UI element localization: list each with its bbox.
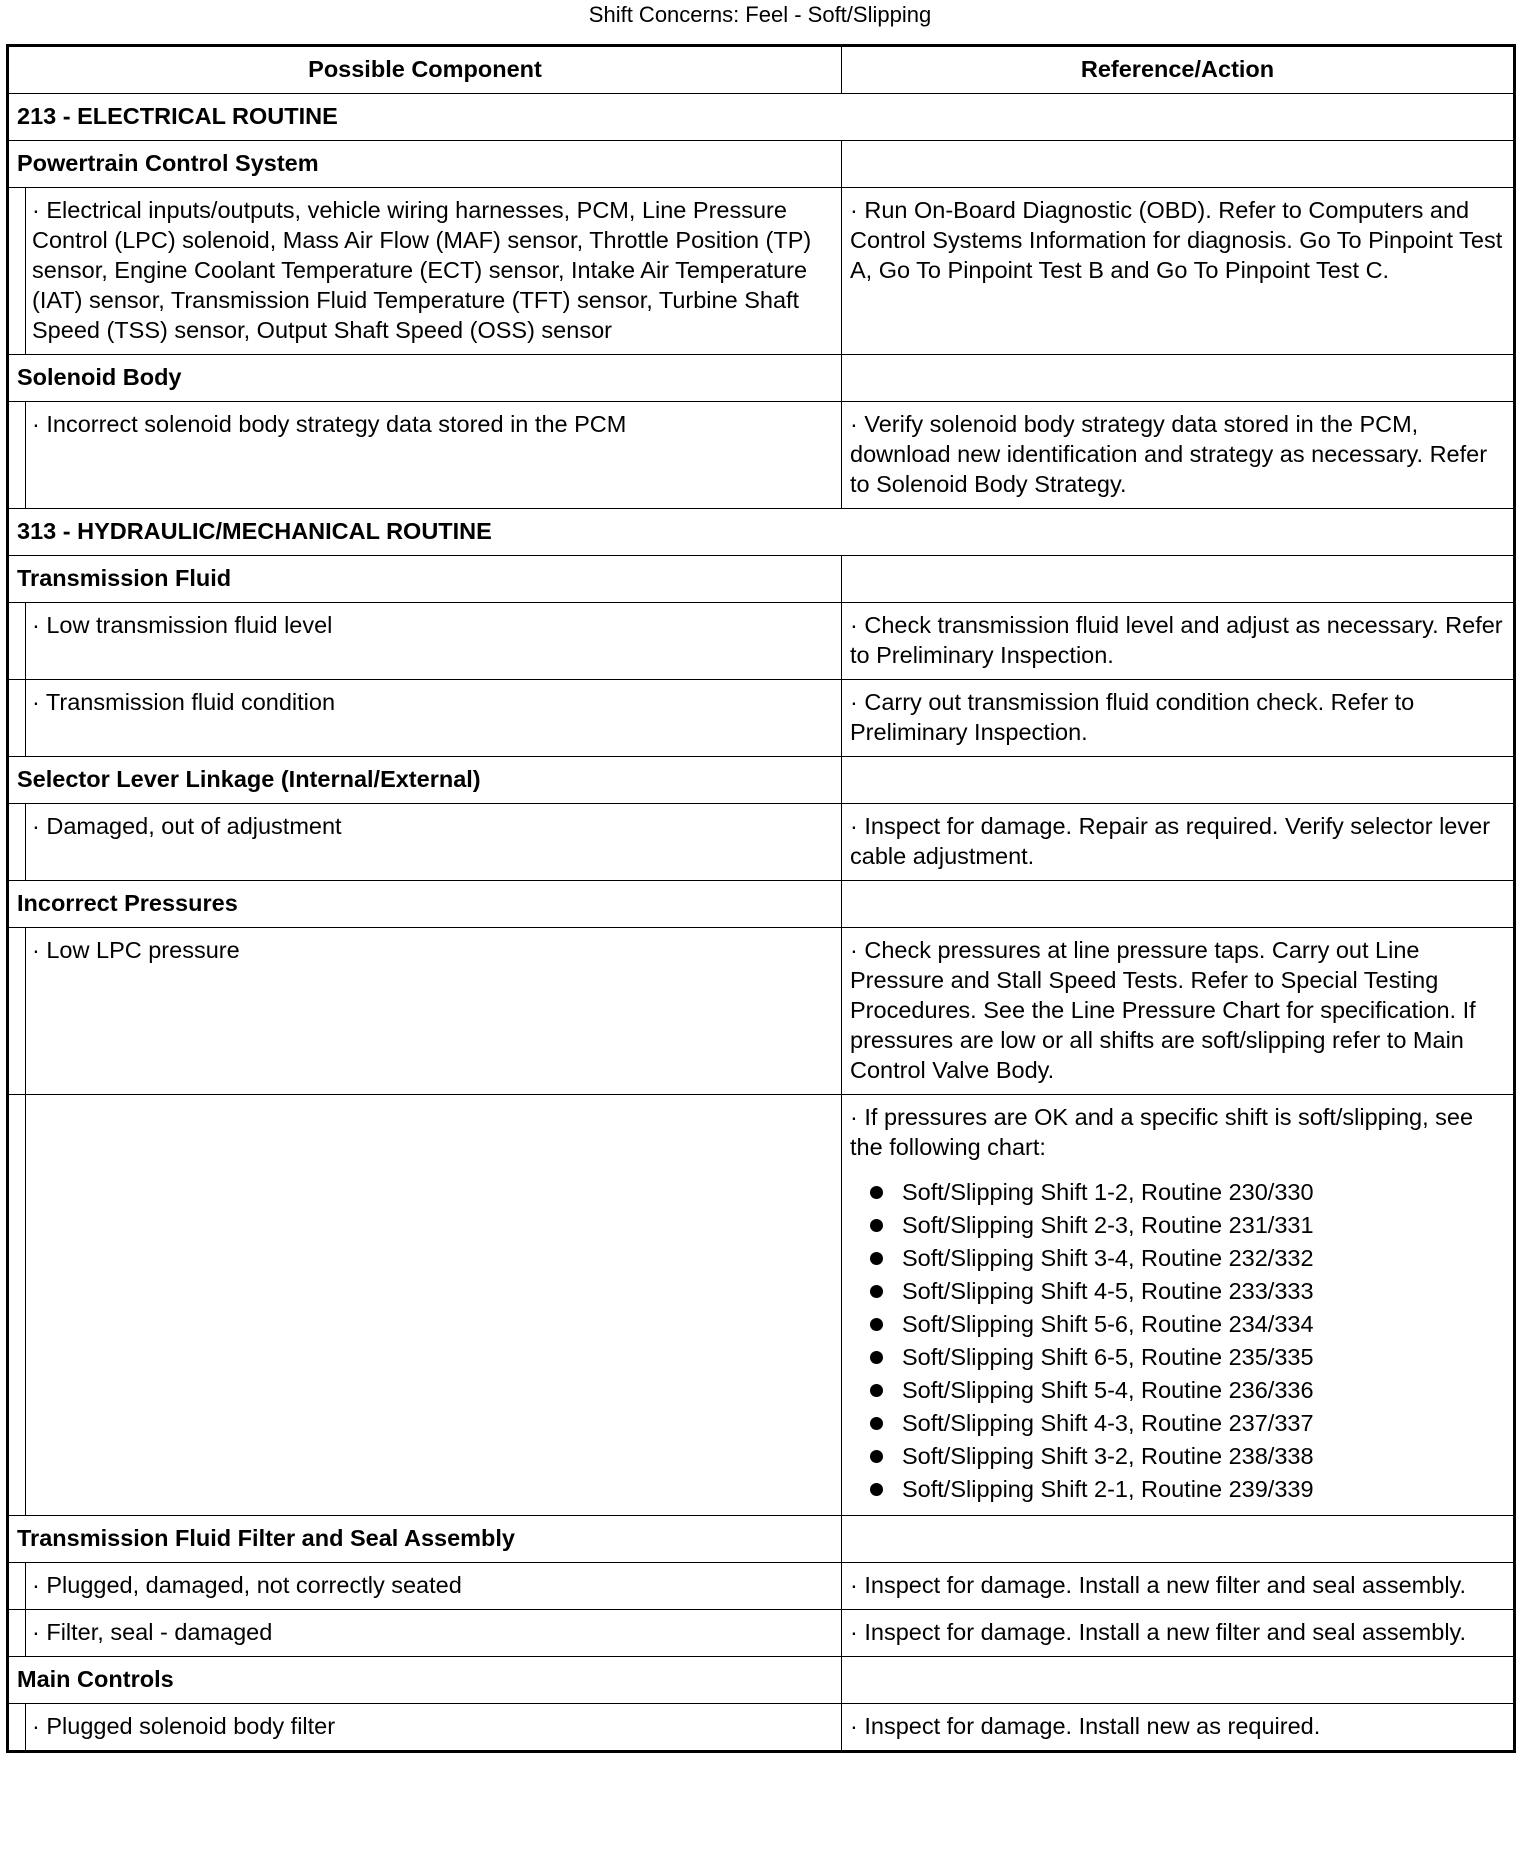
indent-cell — [8, 804, 26, 881]
indent-cell — [8, 1704, 26, 1752]
action-text: · Verify solenoid body strategy data stored in the PCM, download new identification and strategy as necessary. Refer to Solenoid Body Strategy. — [850, 411, 1488, 497]
action-cell — [842, 1563, 1515, 1610]
action-cell — [842, 680, 1515, 757]
routine-title: 313 - HYDRAULIC/MECHANICAL ROUTINE — [8, 509, 1515, 556]
group-row — [8, 141, 1515, 188]
routine-row — [8, 509, 1515, 556]
action-cell — [842, 804, 1515, 881]
action-text: · Carry out transmission fluid condition check. Refer to Preliminary Inspection. — [850, 689, 1415, 745]
group-row — [8, 355, 1515, 402]
list-item: Soft/Slipping Shift 1-2, Routine 230/330 — [870, 1176, 1505, 1209]
group-title: Incorrect Pressures — [8, 881, 842, 928]
component-cell: · Low transmission fluid level — [26, 603, 842, 680]
list-item: Soft/Slipping Shift 4-5, Routine 233/333 — [870, 1275, 1505, 1308]
indent-cell — [8, 1563, 26, 1610]
component-cell: · Transmission fluid condition — [26, 680, 842, 757]
group-action-empty — [842, 881, 1515, 928]
component-cell — [26, 1095, 842, 1516]
indent-cell — [8, 402, 26, 509]
action-text: · Check pressures at line pressure taps. Carry out Line Pressure and Stall Speed Tests. Refer to Special Testing Procedures. See the Line Pressure Chart for specification. If pressures are low or all shifts are soft/slipping refer to Main Control Valve Body. — [850, 937, 1476, 1083]
group-title: Transmission Fluid — [8, 556, 842, 603]
component-cell: · Plugged solenoid body filter — [26, 1704, 842, 1752]
list-item: Soft/Slipping Shift 3-2, Routine 238/338 — [870, 1440, 1505, 1473]
header-possible-component: Possible Component — [8, 46, 842, 94]
list-item: Soft/Slipping Shift 5-4, Routine 236/336 — [870, 1374, 1505, 1407]
group-action-empty — [842, 141, 1515, 188]
table-row — [8, 188, 1515, 355]
indent-cell — [8, 188, 26, 355]
group-action-empty — [842, 355, 1515, 402]
indent-cell — [8, 1095, 26, 1516]
action-cell — [842, 1610, 1515, 1657]
group-title: Selector Lever Linkage (Internal/External) — [8, 757, 842, 804]
action-cell — [842, 1704, 1515, 1752]
table-header-row — [8, 46, 1515, 94]
component-cell: · Damaged, out of adjustment — [26, 804, 842, 881]
action-cell — [842, 188, 1515, 355]
table-row — [8, 402, 1515, 509]
list-item: Soft/Slipping Shift 6-5, Routine 235/335 — [870, 1341, 1505, 1374]
action-cell — [842, 928, 1515, 1095]
group-action-empty — [842, 1516, 1515, 1563]
indent-cell — [8, 680, 26, 757]
table-row — [8, 1610, 1515, 1657]
indent-cell — [8, 1610, 26, 1657]
action-cell — [842, 603, 1515, 680]
table-row — [8, 928, 1515, 1095]
page-title: Shift Concerns: Feel - Soft/Slipping — [588, 2, 932, 27]
group-action-empty — [842, 1657, 1515, 1704]
group-row — [8, 1516, 1515, 1563]
list-item: Soft/Slipping Shift 5-6, Routine 234/334 — [870, 1308, 1505, 1341]
action-text: · Run On-Board Diagnostic (OBD). Refer to Computers and Control Systems Information for diagnosis. Go To Pinpoint Test A, Go To Pinpoint Test B and Go To Pinpoint Test C. — [850, 197, 1503, 283]
action-text: · If pressures are OK and a specific shift is soft/slipping, see the following chart: — [850, 1104, 1474, 1160]
action-cell — [842, 1095, 1515, 1516]
table-row — [8, 1095, 1515, 1516]
component-cell: · Plugged, damaged, not correctly seated — [26, 1563, 842, 1610]
group-row — [8, 757, 1515, 804]
routine-row — [8, 94, 1515, 141]
group-title: Powertrain Control System — [8, 141, 842, 188]
list-item: Soft/Slipping Shift 2-1, Routine 239/339 — [870, 1473, 1505, 1506]
indent-cell — [8, 603, 26, 680]
action-text: · Inspect for damage. Install new as required. — [850, 1713, 1321, 1739]
action-cell — [842, 402, 1515, 509]
component-cell: · Electrical inputs/outputs, vehicle wiring harnesses, PCM, Line Pressure Control (LPC) solenoid, Mass Air Flow (MAF) sensor, Throttle Position (TP) sensor, Engine Coolant Temperature (ECT) sensor, Intake Air Temperature (IAT) sensor, Transmission Fluid Temperature (TFT) sensor, Turbine Shaft Speed (TSS) sensor, Output Shaft Speed (OSS) sensor — [26, 188, 842, 355]
table-row — [8, 1563, 1515, 1610]
action-text: · Inspect for damage. Repair as required. Verify selector lever cable adjustment. — [850, 813, 1491, 869]
group-action-empty — [842, 556, 1515, 603]
group-title: Transmission Fluid Filter and Seal Assembly — [8, 1516, 842, 1563]
action-text: · Check transmission fluid level and adjust as necessary. Refer to Preliminary Inspection. — [850, 612, 1503, 668]
group-row — [8, 556, 1515, 603]
list-item: Soft/Slipping Shift 4-3, Routine 237/337 — [870, 1407, 1505, 1440]
table-row — [8, 804, 1515, 881]
shift-concerns-table — [6, 44, 1516, 1753]
table-body — [8, 94, 1515, 1752]
group-row — [8, 1657, 1515, 1704]
table-row — [8, 680, 1515, 757]
component-cell: · Incorrect solenoid body strategy data stored in the PCM — [26, 402, 842, 509]
action-text: · Inspect for damage. Install a new filter and seal assembly. — [850, 1572, 1467, 1598]
routine-title: 213 - ELECTRICAL ROUTINE — [8, 94, 1515, 141]
group-title: Main Controls — [8, 1657, 842, 1704]
action-text: · Inspect for damage. Install a new filter and seal assembly. — [850, 1619, 1467, 1645]
shift-routine-list — [850, 1176, 1505, 1506]
list-item: Soft/Slipping Shift 2-3, Routine 231/331 — [870, 1209, 1505, 1242]
table-row — [8, 603, 1515, 680]
list-item: Soft/Slipping Shift 3-4, Routine 232/332 — [870, 1242, 1505, 1275]
group-action-empty — [842, 757, 1515, 804]
group-title: Solenoid Body — [8, 355, 842, 402]
header-reference-action: Reference/Action — [842, 46, 1515, 94]
indent-cell — [8, 928, 26, 1095]
table-row — [8, 1704, 1515, 1752]
component-cell: · Low LPC pressure — [26, 928, 842, 1095]
group-row — [8, 881, 1515, 928]
component-cell: · Filter, seal - damaged — [26, 1610, 842, 1657]
